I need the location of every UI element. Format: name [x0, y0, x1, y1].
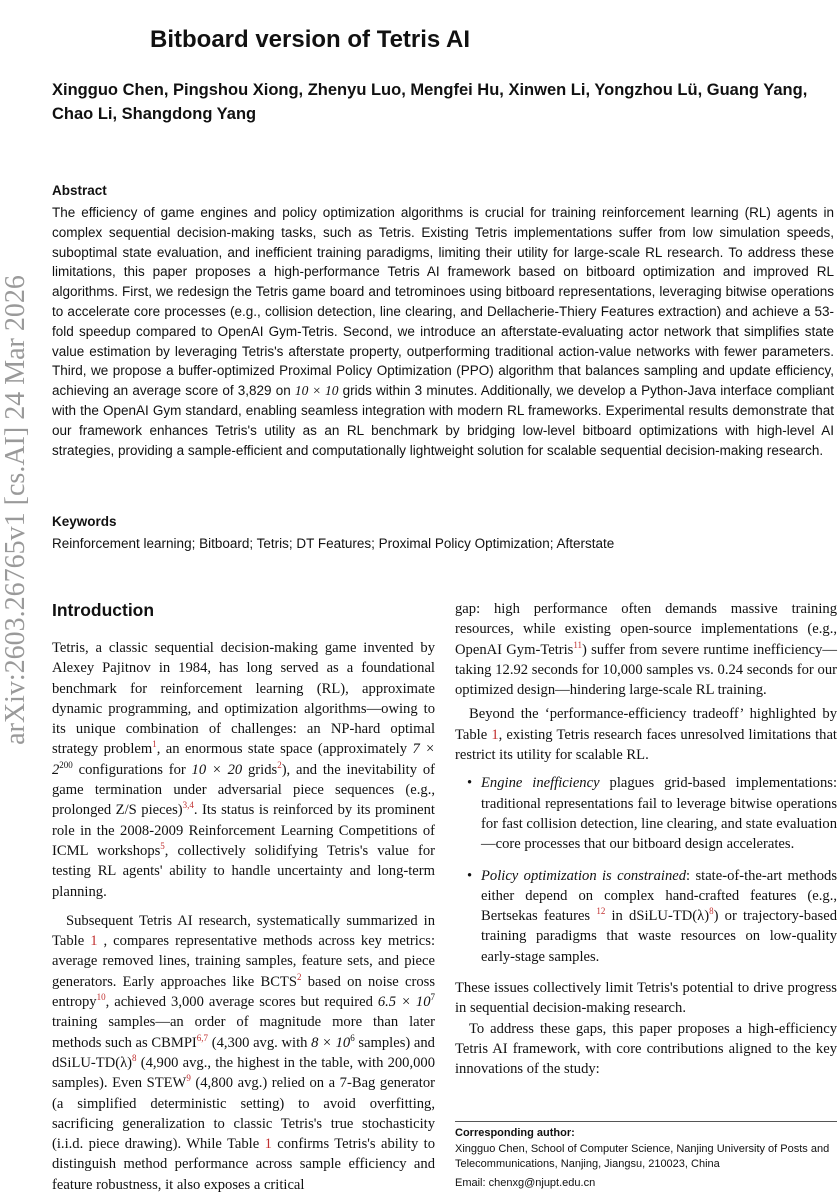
- keywords-text: Reinforcement learning; Bitboard; Tetris; DT Features; Proximal Policy Optimization; Afterstate: [52, 536, 615, 551]
- abstract-text: [52, 203, 834, 460]
- intro-paragraph-1: Tetris, a classic sequential decision-making game invented by Alexey Pajitnov in 1984, has long served as a foundational benchmark for reinforcement learning (RL), approximate dynamic programming, and optimization algorithms—owing to its unique combination of challenges: an NP-hard optimal strategy problem$^1$, an enormous state space (approximately $7 \times 2^{200}$ configurations for 10 × 20 grids$^2$), and the inevitability of game termination under adversarial piece sequences (e.g., prolonged Z/S pieces)$^{3,4}$. Its status is reinforced by its prominent role in the 2008-2009 Reinforcement Learning Competitions of ICML workshops$^5$, collectively solidifying Tetris's value for testing RL agents' ability to handle uncertainty and long-term planning.: [52, 640, 435, 900]
- corresponding-author-affiliation: Xingguo Chen, School of Computer Science, Nanjing University of Posts and Telecommunications, Nanjing, Jiangsu, 210023, China: [455, 1142, 830, 1170]
- author-list: Xingguo Chen, Pingshou Xiong, Zhenyu Luo, Mengfei Hu, Xinwen Li, Yongzhou Lü, Guang Yang, Chao Li, Shangdong Yang: [52, 81, 808, 123]
- table-link[interactable]: 1: [264, 1136, 272, 1153]
- table-link[interactable]: 1: [90, 933, 98, 950]
- intro-paragraph-4: Beyond the ‘performance-efficiency tradeoff’ highlighted by Table 1, existing Tetris research faces unresolved limitations that restrict its utility for scalable RL.: [455, 706, 837, 764]
- arxiv-id-text: arXiv:2603.26765v1 [cs.AI] 24 Mar 2026: [0, 275, 31, 745]
- citation-link[interactable]: 8: [132, 1053, 137, 1064]
- right-column: [455, 599, 837, 1080]
- intro-paragraph-5: These issues collectively limit Tetris's potential to drive progress in sequential decision-making research.: [455, 980, 837, 1017]
- intro-paragraph-3: gap: high performance often demands massive training resources, while existing open-source implementations (e.g., OpenAI Gym-Tetris$^{11}$) suffer from severe runtime inefficiency—taking 12.92 seconds for 10,000 samples vs. 0.24 seconds for our optimized design—hindering large-scale RL training.: [455, 601, 837, 699]
- left-column: [52, 638, 435, 1195]
- citation-link[interactable]: 12: [596, 906, 606, 917]
- bullet-icon: •: [467, 775, 473, 792]
- footnote-divider: [455, 1121, 837, 1122]
- citation-link[interactable]: 3,4: [182, 800, 194, 811]
- paper-title: Bitboard version of Tetris AI: [150, 26, 471, 53]
- table-link[interactable]: 1: [491, 726, 499, 743]
- citation-link[interactable]: 11: [573, 639, 583, 650]
- citation-link[interactable]: 9: [186, 1073, 191, 1084]
- citation-link[interactable]: 2: [296, 971, 302, 982]
- citation-link[interactable]: 10: [96, 992, 106, 1003]
- list-item: • Policy optimization is constrained: state-of-the-art methods either depend on complex hand-crafted features (e.g., Bertsekas features $^{12}$ in dSiLU-TD(λ)$^8$) or trajectory-based training paradigms that waste resources on low-quality early-stage samples.: [467, 867, 837, 965]
- introduction-heading: Introduction: [52, 600, 155, 620]
- corresponding-author-email[interactable]: Email: chenxg@njupt.edu.cn: [455, 1176, 596, 1189]
- corresponding-author-block: [455, 1126, 838, 1191]
- citation-link[interactable]: 6,7: [196, 1032, 209, 1043]
- citation-link[interactable]: 2: [277, 759, 282, 770]
- intro-paragraph-6: To address these gaps, this paper proposes a high-efficiency Tetris AI framework, with core contributions aligned to the key innovations of the study:: [455, 1020, 837, 1078]
- abstract-text-part: grids within 3 minutes. Additionally, we develop a Python-Java interface compliant with the OpenAI Gym standard, enabling seamless integration with modern RL frameworks. Experimental results demonstrate that our framework enhances Tetris's utility as an RL benchmark by bridging low-level bitboard optimizations with high-level AI strategies, providing a sample-efficient and computationally lightweight solution for scalable sequential decision-making research.: [52, 383, 834, 458]
- limitations-list: [455, 773, 837, 967]
- intro-paragraph-2: Subsequent Tetris AI research, systematically summarized in Table 1 , compares representative methods across key metrics: average removed lines, training samples, feature sets, and piece generators. Early approaches like BCTS$^2$ based on noise cross entropy$^{10}$, achieved 3,000 average scores but required $6.5 \times 10^7$ training samples—an order of magnitude more than later methods such as CBMPI$^{6,7}$ (4,300 avg. with $8 \times 10^6$ samples) and dSiLU-TD(λ)$^8$ (4,900 avg., the highest in the table, with 200,000 samples). Even STEW$^9$ (4,800 avg.) relied on a 7-Bag generator (a simplified deterministic setting) to avoid overfitting, sacrificing generalization to classic Tetris's true stochasticity (i.i.d. piece drawing). While Table 1 confirms Tetris's ability to distinguish method performance across sample efficiency and feature robustness, it also exposes a critical: [52, 912, 436, 1193]
- keywords-heading: Keywords: [52, 514, 117, 529]
- abstract-heading: Abstract: [52, 183, 107, 198]
- abstract-text-part: The efficiency of game engines and policy optimization algorithms is crucial for training reinforcement learning (RL) agents in complex sequential decision-making tasks, such as Tetris. Existing Tetris implementations suffer from low simulation speeds, suboptimal state evaluation, and inefficient training paradigms, limiting their utility for large-scale RL research. To address these limitations, this paper proposes a high-performance Tetris AI framework based on bitboard optimization and improved RL algorithms. First, we redesign the Tetris game board and tetrominoes using bitboard representations, leveraging bitwise operations to accelerate core processes (e.g., collision detection, line clearing, and Dellacherie-Thiery Features extraction) and achieve a 53-fold speedup compared to OpenAI Gym-Tetris. Second, we introduce an afterstate-evaluating actor network that simplifies state value estimation by leveraging Tetris's afterstate property, outperforming traditional action-value networks with fewer parameters. Third, we propose a buffer-optimized Proximal Policy Optimization (PPO) algorithm that balances sampling and update efficiency, achieving an average score of 3,829 on: [52, 205, 834, 399]
- citation-link[interactable]: 1: [152, 739, 157, 750]
- list-item: • Engine inefficiency plagues grid-based implementations: traditional representations fail to leverage bitwise operations for fast collision detection, line clearing, and state evaluation—core processes that our bitboard design accelerates.: [467, 775, 838, 853]
- corresponding-author-heading: Corresponding author:: [455, 1127, 575, 1139]
- citation-link[interactable]: 5: [160, 841, 165, 852]
- citation-link[interactable]: 8: [709, 906, 714, 917]
- bullet-icon: •: [467, 867, 473, 884]
- grid-size-math: 10 × 10: [294, 383, 339, 399]
